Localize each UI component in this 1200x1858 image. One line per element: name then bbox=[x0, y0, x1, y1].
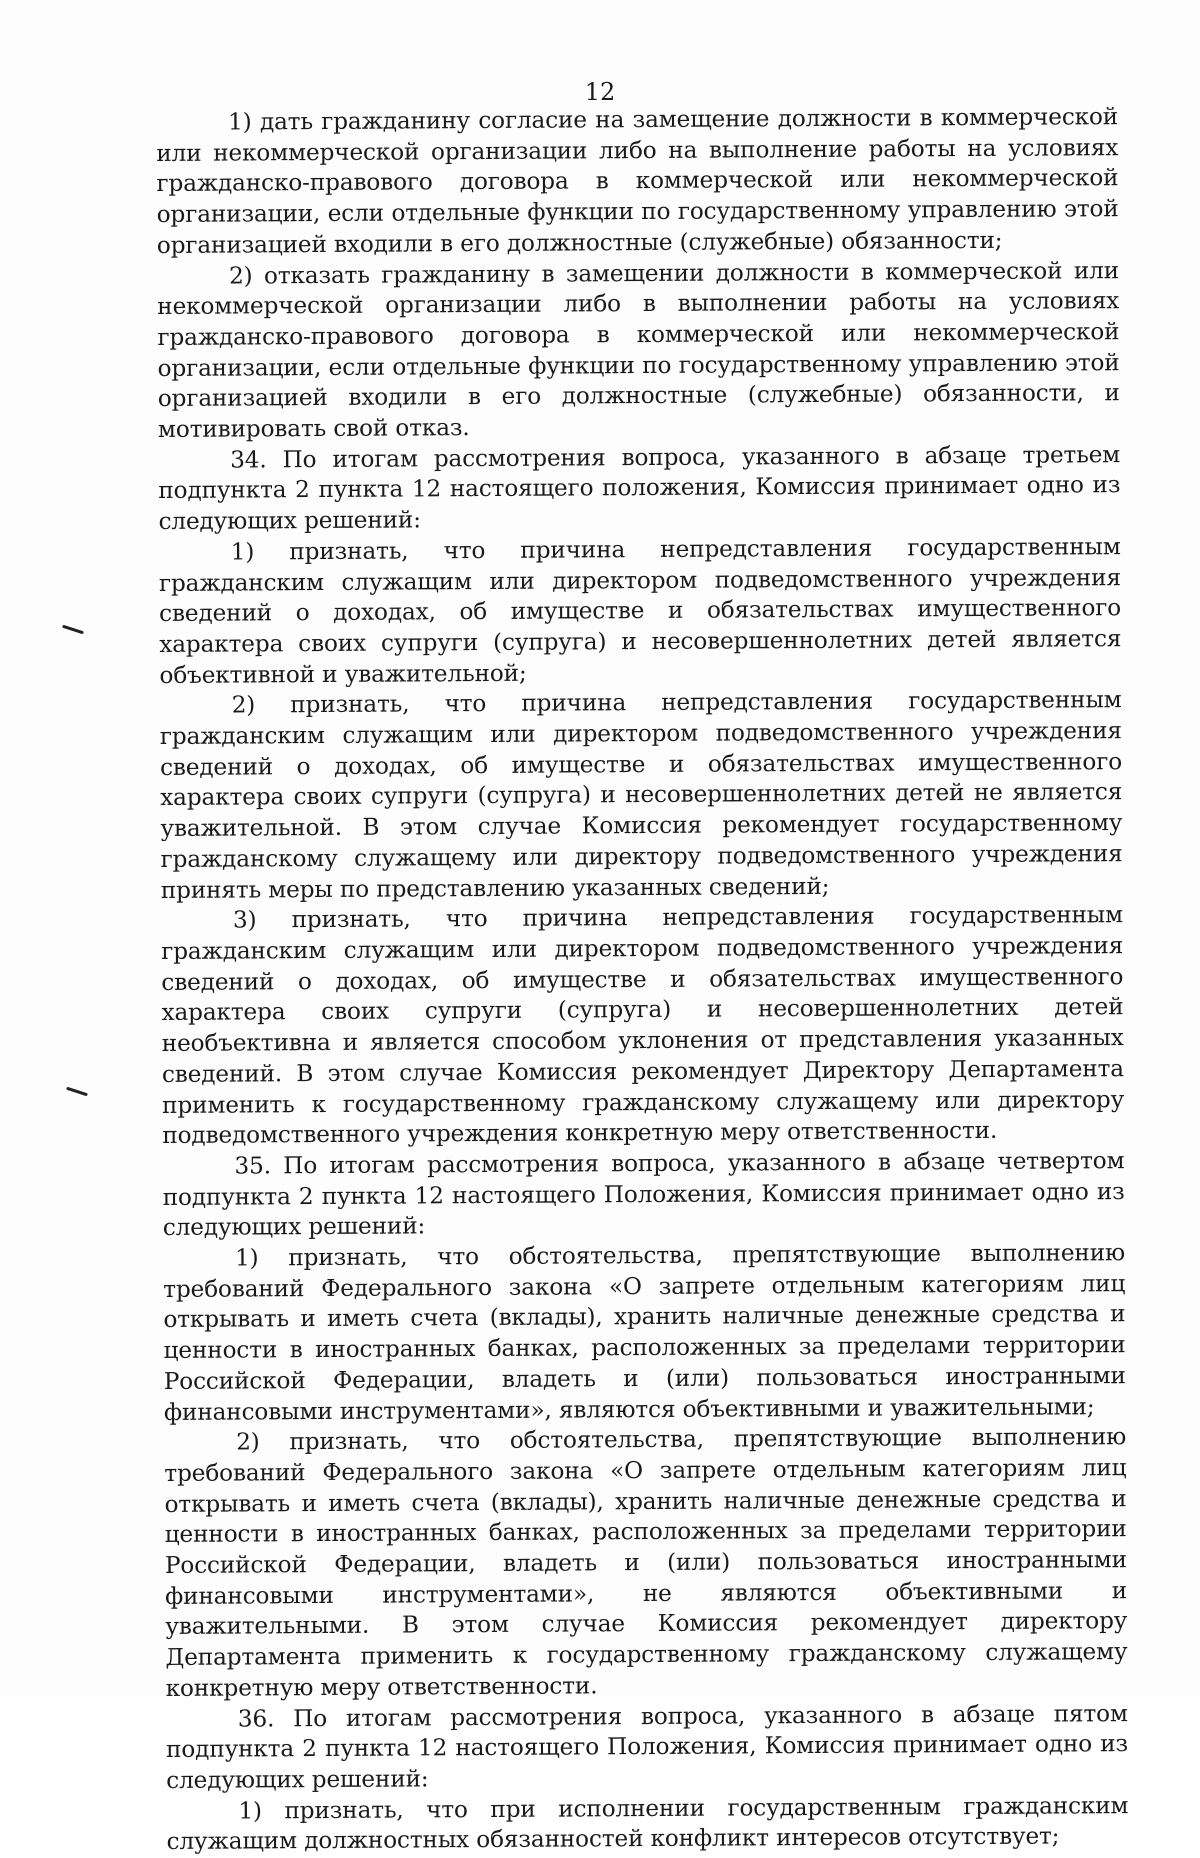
paragraph-item-36: 36. По итогам рассмотрения вопроса, указанного в абзаце пятом подпункта 2 пункта 12 настоящего Положения, Комиссия принимает одно из следующих решений: bbox=[165, 1699, 1129, 1794]
page-number: 12 bbox=[584, 78, 616, 106]
paragraph-item-34: 34. По итогам рассмотрения вопроса, указанного в абзаце третьем подпункта 2 пункта 12 настоящего положения, Комиссия принимает одно из следующих решений: bbox=[158, 440, 1121, 536]
document-body bbox=[156, 102, 1129, 1858]
paragraph-item-35-option-2: 2) признать, что обстоятельства, препятствующие выполнению требований Федерального закона «О запрете отдельным категориям лиц открывать и иметь счета (вклады), хранить наличные денежные средства и ценности в иностранных банках, расположенных за пределами территории Российской Федерации, владеть и (или) пользоваться иностранными финансовыми инструментами», не являются объективными и уважительными. В этом случае Комиссия рекомендует директору Департамента применить к государственному гражданскому служащему конкретную меру ответственности. bbox=[164, 1423, 1128, 1702]
paragraph-item-36-option-1: 1) признать, что при исполнении государственным гражданским служащим должностных обязанностей конфликт интересов отсутствует; bbox=[166, 1791, 1129, 1856]
paragraph-item-34-option-2: 2) признать, что причина непредставления государственным гражданским служащим или директором подведомственного учреждения сведений о доходах, об имуществе и обязательствах имущественного характера своих супруги (супруга) и несовершеннолетних детей не является уважительной. В этом случае Комиссия рекомендует государственному гражданскому служащему или директору подведомственного учреждения принять меры по представлению указанных сведений; bbox=[159, 686, 1123, 904]
paragraph-item-34-option-1: 1) признать, что причина непредставления государственным гражданским служащим или директором подведомственного учреждения сведений о доходах, об имуществе и обязательствах имущественного характера своих супруги (супруга) и несовершеннолетних детей является объективной и уважительной; bbox=[158, 532, 1122, 689]
paragraph-item-35: 35. По итогам рассмотрения вопроса, указанного в абзаце четвертом подпункта 2 пункта 12 настоящего Положения, Комиссия принимает одно из следующих решений: bbox=[162, 1147, 1125, 1242]
paragraph-item-35-option-1: 1) признать, что обстоятельства, препятствующие выполнению требований Федерального закона «О запрете отдельным категориям лиц открывать и иметь счета (вклады), хранить наличные денежные средства и ценности в иностранных банках, расположенных за пределами территории Российской Федерации, владеть и (или) пользоваться иностранными финансовыми инструментами», являются объективными и уважительными; bbox=[163, 1239, 1126, 1426]
margin-pen-mark bbox=[66, 1087, 88, 1097]
paragraph-decision-consent: 1) дать гражданину согласие на замещение должности в коммерческой или некоммерческой организации либо на выполнение работы на условиях гражданско-правового договора в коммерческой или некоммерческой организации, если отдельные функции по государственному управлению этой организацией входили в его должностные (служебные) обязанности; bbox=[156, 103, 1119, 259]
paragraph-decision-refusal: 2) отказать гражданину в замещении должности в коммерческой или некоммерческой организации либо в выполнении работы на условиях гражданско-правового договора в коммерческой или некоммерческой организации, если отдельные функции по государственному управлению этой организацией входили в его должностные (служебные) обязанности, и мотивировать свой отказ. bbox=[157, 256, 1120, 444]
margin-pen-mark bbox=[62, 625, 84, 635]
paragraph-item-34-option-3: 3) признать, что причина непредставления государственным гражданским служащим или директором подведомственного учреждения сведений о доходах, об имуществе и обязательствах имущественного характера своих супруги (супруга) и несовершеннолетних детей необъективна и является способом уклонения от представления указанных сведений. В этом случае Комиссия рекомендует Директору Департамента применить к государственному гражданскому служащему или директору подведомственного учреждения конкретную меру ответственности. bbox=[161, 901, 1125, 1150]
